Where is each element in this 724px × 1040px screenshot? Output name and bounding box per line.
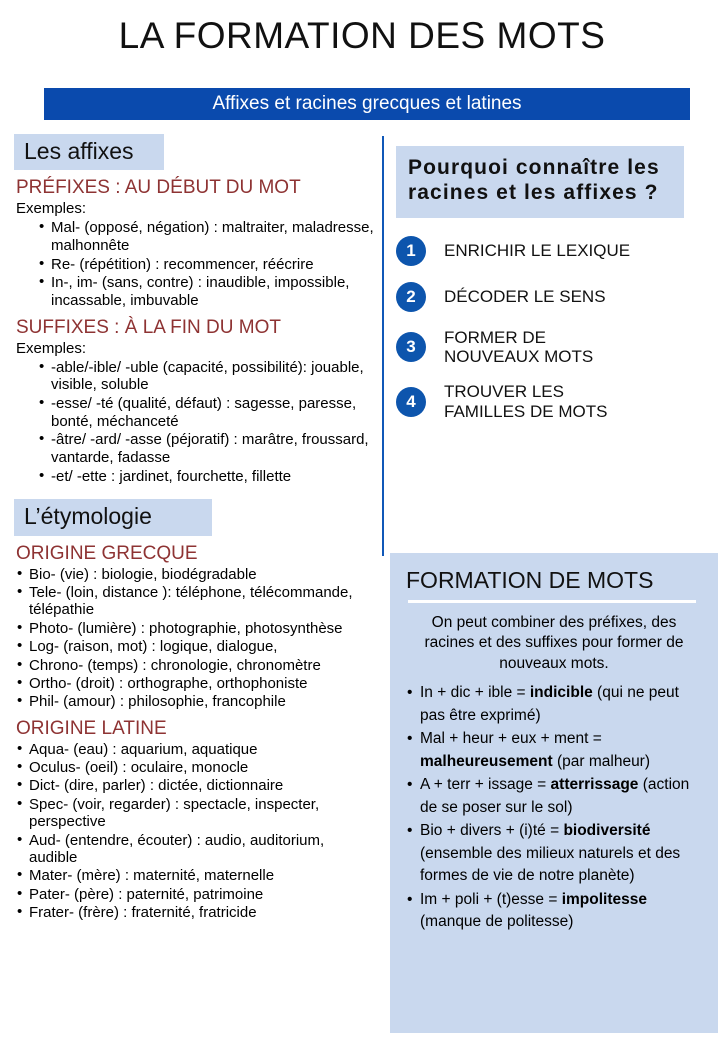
reason-item-4 — [396, 382, 710, 421]
origine-grecque-heading: ORIGINE GRECQUE — [16, 542, 198, 564]
formation-intro: On peut combiner des préfixes, des racines et des suffixes pour former de nouveaux mots. — [424, 614, 684, 672]
subtitle-banner — [44, 88, 690, 120]
list-item: • Re- (répétition) : recommencer, réécrire — [36, 256, 374, 274]
origine-latine-list — [14, 741, 374, 922]
formation-title: FORMATION DE MOTS — [406, 567, 654, 593]
list-item: • Log- (raison, mot) : logique, dialogue, — [14, 638, 374, 655]
prefixes-examples-label: Exemples: — [16, 200, 87, 218]
list-item: • Phil- (amour) : philosophie, francophile — [14, 693, 374, 710]
list-item — [406, 728, 704, 773]
list-item — [406, 889, 704, 934]
number-badge: 4 — [396, 387, 426, 417]
list-item: • -âtre/ -ard/ -asse (péjoratif) : marâtre, froussard, vantarde, fadasse — [36, 431, 374, 466]
left-column — [14, 134, 374, 922]
gloss-text: (action de se poser sur le sol) — [420, 776, 690, 816]
formation-examples-list — [402, 682, 706, 933]
list-item — [406, 820, 704, 887]
suffixes-examples-label: Exemples: — [16, 339, 87, 357]
list-item: • Dict- (dire, parler) : dictée, dictionnaire — [14, 777, 374, 794]
list-item: • Spec- (voir, regarder) : spectacle, inspecter, perspective — [14, 796, 374, 831]
list-item: • Mal- (opposé, négation) : maltraiter, maladresse, malhonnête — [36, 219, 374, 254]
formula-text: A + terr + issage = — [420, 776, 551, 794]
reason-label: DÉCODER LE SENS — [444, 286, 606, 306]
reason-label: TROUVER LES FAMILLES DE MOTS — [444, 382, 608, 421]
list-item: • Ortho- (droit) : orthographe, orthophoniste — [14, 675, 374, 692]
column-divider — [382, 136, 384, 556]
reason-label: ENRICHIR LE LEXIQUE — [444, 240, 631, 260]
list-item: • Photo- (lumière) : photographie, photosynthèse — [14, 620, 374, 637]
list-item: • -et/ -ette : jardinet, fourchette, fillette — [36, 468, 374, 486]
subtitle-text: Affixes et racines grecques et latines — [212, 93, 522, 114]
section-heading-etymologie: L’étymologie — [14, 499, 212, 535]
list-item: • -esse/ -té (qualité, défaut) : sagesse, paresse, bonté, méchanceté — [36, 395, 374, 430]
result-word: malheureusement — [420, 752, 553, 770]
gloss-text: (par malheur) — [552, 752, 651, 770]
result-word: atterrissage — [550, 776, 639, 794]
list-item: • Aud- (entendre, écouter) : audio, auditorium, audible — [14, 832, 374, 867]
list-item: • Mater- (mère) : maternité, maternelle — [14, 867, 374, 884]
suffixes-heading: SUFFIXES : À LA FIN DU MOT — [16, 316, 281, 338]
reason-item-3 — [396, 328, 710, 367]
list-item: • Chrono- (temps) : chronologie, chronomètre — [14, 657, 374, 674]
list-item — [406, 774, 704, 819]
formation-panel — [390, 553, 718, 1033]
list-item: • Pater- (père) : paternité, patrimoine — [14, 886, 374, 903]
list-item: • In-, im- (sans, contre) : inaudible, impossible, incassable, imbuvable — [36, 274, 374, 309]
list-item: • Aqua- (eau) : aquarium, aquatique — [14, 741, 374, 758]
number-badge: 1 — [396, 236, 426, 266]
gloss-text: (manque de politesse) — [420, 913, 574, 931]
list-item — [406, 682, 704, 727]
suffixes-list — [36, 359, 374, 486]
reasons-list — [396, 236, 710, 422]
page-title: LA FORMATION DES MOTS — [118, 15, 606, 56]
number-badge: 3 — [396, 332, 426, 362]
origine-grecque-list — [14, 566, 374, 711]
reason-item-2 — [396, 282, 710, 312]
right-column — [396, 146, 710, 437]
list-item: • Bio- (vie) : biologie, biodégradable — [14, 566, 374, 583]
result-word: indicible — [529, 684, 593, 702]
list-item: • Frater- (frère) : fraternité, fratricide — [14, 904, 374, 921]
list-item: • Tele- (loin, distance ): téléphone, télécommande, télépathie — [14, 584, 374, 619]
formula-text: Bio + divers + (i)té = — [420, 822, 564, 840]
formula-text: In + dic + ible = — [420, 684, 530, 702]
formula-text: Im + poli + (t)esse = — [420, 890, 562, 908]
gloss-text: (qui ne peut pas être exprimé) — [420, 684, 679, 724]
result-word: biodiversité — [563, 822, 651, 840]
prefixes-heading: PRÉFIXES : AU DÉBUT DU MOT — [16, 177, 301, 199]
formula-text: Mal + heur + eux + ment = — [420, 730, 602, 748]
reason-item-1 — [396, 236, 710, 266]
origine-latine-heading: ORIGINE LATINE — [16, 717, 167, 739]
gloss-text: (ensemble des milieux naturels et des formes de vie de notre planète) — [420, 844, 681, 885]
formation-divider — [408, 600, 696, 603]
question-box: Pourquoi connaître les racines et les affixes ? — [396, 146, 684, 218]
reason-label: FORMER DE NOUVEAUX MOTS — [444, 327, 594, 366]
result-word: impolitesse — [561, 890, 647, 908]
list-item: • Oculus- (oeil) : oculaire, monocle — [14, 759, 374, 776]
list-item: • -able/-ible/ -uble (capacité, possibilité): jouable, visible, soluble — [36, 359, 374, 394]
number-badge: 2 — [396, 282, 426, 312]
section-heading-affixes: Les affixes — [14, 134, 164, 170]
prefixes-list — [36, 219, 374, 309]
